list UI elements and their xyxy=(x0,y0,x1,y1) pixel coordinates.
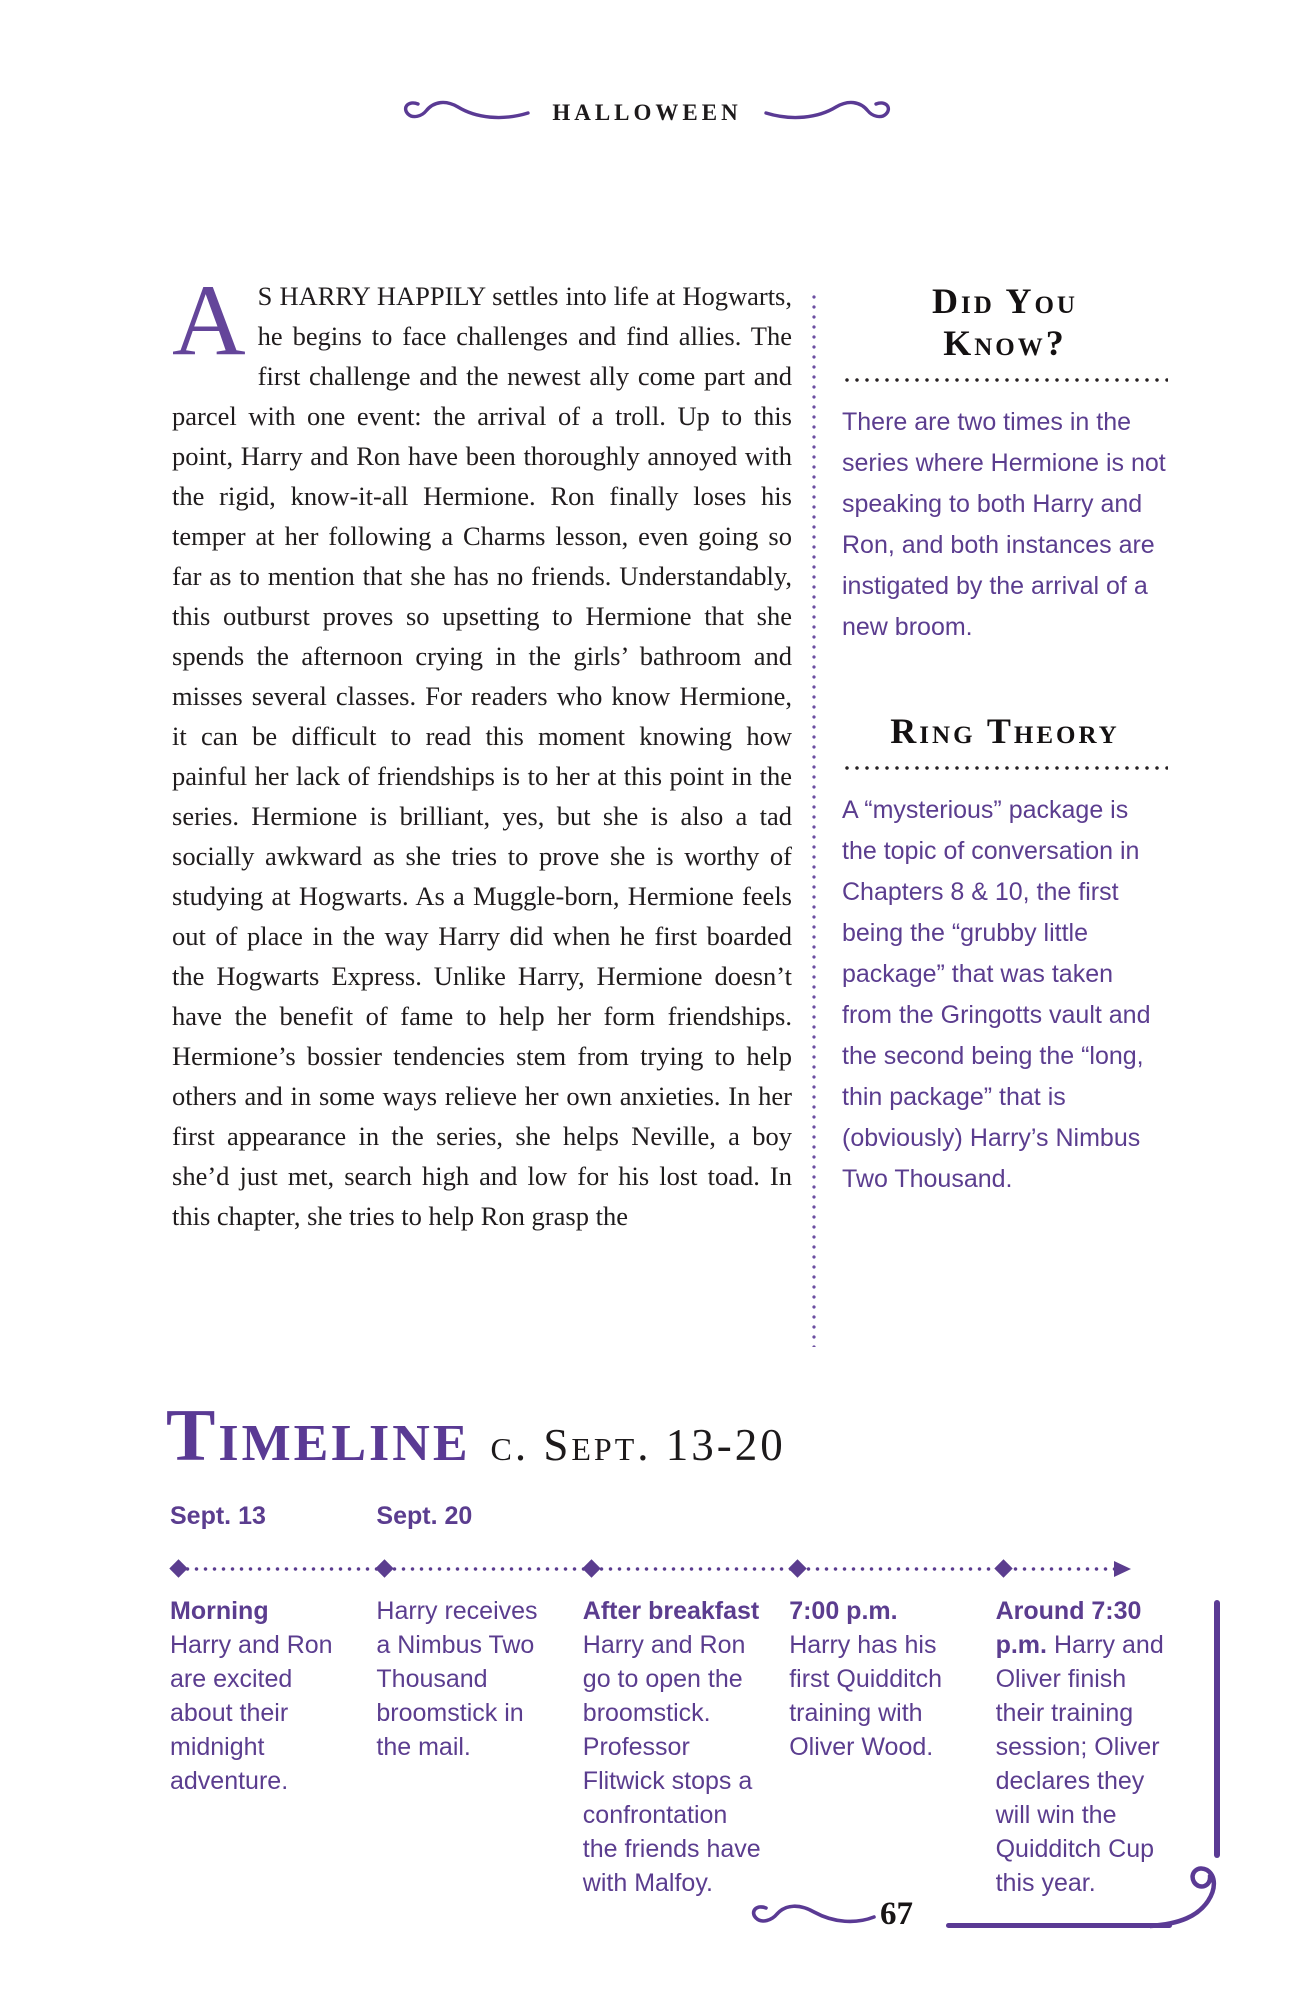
timeline-entry-text: Harry and Ron are excited about their midnight adventure. xyxy=(170,1631,333,1795)
timeline-entry-lead: Morning xyxy=(170,1597,269,1625)
timeline-entry-lead: After breakfast xyxy=(582,1597,760,1625)
timeline-entry-text: Harry and Oliver finish their training session; Oliver declares they will win the Quidditch Cup this year. xyxy=(995,1631,1164,1897)
timeline-entry-lead: 7:00 p.m. xyxy=(789,1597,898,1625)
timeline-date: Sept. 20 xyxy=(376,1502,473,1530)
timeline-entry xyxy=(789,1594,967,1900)
sidebar xyxy=(842,280,1168,1200)
timeline-entry xyxy=(996,1594,1174,1900)
chapter-title: HALLOWEEN xyxy=(552,100,742,125)
swash-flourish-icon xyxy=(750,1896,876,1941)
timeline-date xyxy=(789,1502,967,1531)
did-you-know-box xyxy=(842,280,1168,648)
timeline-subtitle: c. Sept. 13-20 xyxy=(490,1420,786,1470)
article-body xyxy=(172,264,792,1236)
dotted-rule xyxy=(842,378,1168,382)
diamond-marker-icon xyxy=(169,1559,187,1577)
timeline-entry xyxy=(583,1594,761,1900)
timeline-entry xyxy=(376,1594,554,1900)
timeline-dates xyxy=(170,1502,1174,1531)
timeline-date xyxy=(996,1502,1174,1531)
timeline-heading xyxy=(166,1396,786,1476)
dotted-rule xyxy=(842,766,1168,770)
footer-rule xyxy=(946,1923,1172,1928)
timeline-entry-text: Harry has his first Quidditch training with Oliver Wood. xyxy=(789,1631,943,1761)
drop-cap: A xyxy=(172,264,246,377)
timeline-date xyxy=(583,1502,761,1531)
did-you-know-text: There are two times in the series where Hermione is not speaking to both Harry and Ron, and both instances are instigated by the arrival of a new broom. xyxy=(842,408,1166,641)
page-number: 67 xyxy=(880,1896,913,1932)
timeline-dotted-line xyxy=(174,1567,1118,1571)
ring-theory-title: Ring Theory xyxy=(890,711,1120,751)
right-border-rule xyxy=(1214,1600,1220,1858)
ring-theory-text: A “mysterious” package is the topic of conversation in Chapters 8 & 10, the first being the “grubby little package” that was taken from the Gringotts vault and the second being the “long, thin package” that is (obviously) Harry’s Nimbus Two Thousand. xyxy=(842,796,1151,1193)
corner-scroll-flourish-icon xyxy=(1150,1846,1260,1946)
timeline-entry-text: Harry receives a Nimbus Two Thousand broomstick in the mail. xyxy=(376,1597,538,1761)
swash-flourish-right-icon xyxy=(764,96,894,130)
chapter-header xyxy=(0,96,1294,130)
timeline-entry-text: Harry and Ron go to open the broomstick. Professor Flitwick stops a confrontation the friends have with Malfoy. xyxy=(582,1631,761,1897)
did-you-know-title: Did You Know? xyxy=(932,281,1078,363)
ring-theory-box xyxy=(842,710,1168,1200)
swash-flourish-left-icon xyxy=(400,96,530,130)
timeline-entry xyxy=(170,1594,348,1900)
timeline-axis xyxy=(170,1560,1174,1578)
diamond-marker-icon xyxy=(582,1559,600,1577)
diamond-marker-icon xyxy=(375,1559,393,1577)
article-text: S HARRY HAPPILY settles into life at Hogwarts, he begins to face challenges and find allies. The first challenge and the newest ally come part and parcel with one event: the arrival of a troll. Up to this point, Harry and Ron have been thoroughly annoyed with the rigid, know-it-all Hermione. Ron finally loses his temper at her following a Charms lesson, even going so far as to mention that she has no friends. Understandably, this outburst proves so upsetting to Hermione that she spends the afternoon crying in the girls’ bathroom and misses several classes. For readers who know Hermione, it can be difficult to read this moment knowing how painful her lack of friendships is to her at this point in the series. Hermione is brilliant, yes, but she is also a tad socially awkward as she tries to prove she is worthy of studying at Hogwarts. As a Muggle-born, Hermione feels out of place in the way Harry did when he first boarded the Hogwarts Express. Unlike Harry, Hermione doesn’t have the benefit of fame to help her form friendships. Hermione’s bossier tendencies stem from trying to help others and in some ways relieve her own anxieties. In her first appearance in the series, she helps Neville, a boy she’d just met, search high and low for his lost toad. In this chapter, she tries to help Ron grasp the xyxy=(172,281,792,1231)
timeline-entries xyxy=(170,1594,1174,1900)
diamond-marker-icon xyxy=(994,1559,1012,1577)
timeline-entry-lead: Around 7:30 p.m. xyxy=(995,1597,1142,1659)
arrow-right-icon xyxy=(1114,1561,1131,1577)
timeline-date: Sept. 13 xyxy=(170,1502,266,1530)
column-divider xyxy=(812,292,816,1347)
diamond-marker-icon xyxy=(788,1559,806,1577)
timeline-title: Timeline xyxy=(166,1395,471,1477)
